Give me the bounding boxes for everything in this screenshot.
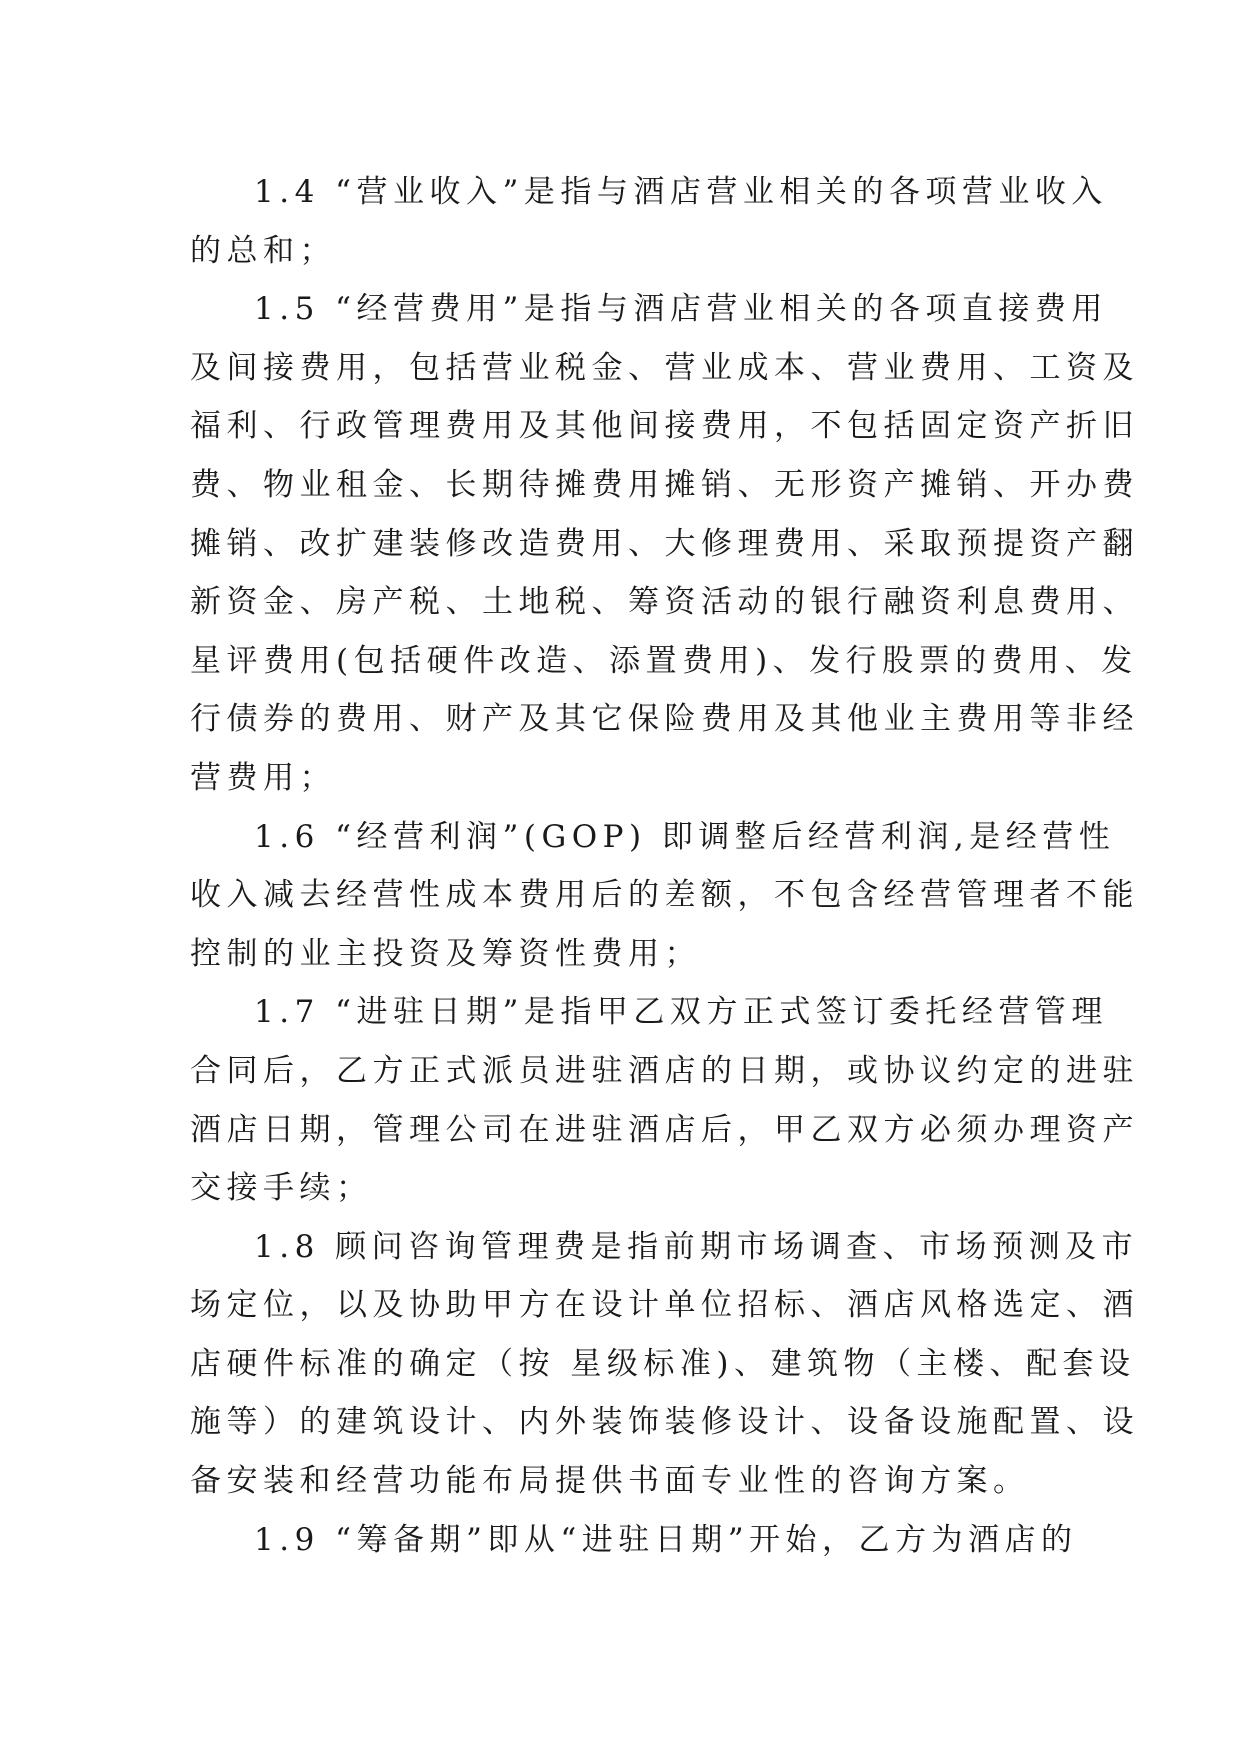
- text-line: 1.4 “营业收入”是指与酒店营业相关的各项营业收入: [254, 174, 1108, 210]
- text-line: 场定位，以及协助甲方在设计单位招标、酒店风格选定、酒: [190, 1287, 1139, 1324]
- text-line: 合同后，乙方正式派员进驻酒店的日期，或协议约定的进驻: [190, 1052, 1139, 1089]
- text-line: 1.9 “筹备期”即从“进驻日期”开始，乙方为酒店的: [254, 1521, 1078, 1558]
- text-line: 的总和；: [190, 232, 336, 269]
- text-line: 及间接费用，包括营业税金、营业成本、营业费用、工资及: [190, 349, 1139, 386]
- clause-1-8: [190, 1218, 1139, 1511]
- text-line: 酒店日期，管理公司在进驻酒店后，甲乙双方必须办理资产: [190, 1111, 1139, 1148]
- clause-1-9: [190, 1511, 1078, 1570]
- text-line: 施等）的建筑设计、内外装饰装修设计、设备设施配置、设: [190, 1404, 1139, 1441]
- clause-1-4: [190, 163, 1108, 280]
- text-line: 1.5 “经营费用”是指与酒店营业相关的各项直接费用: [254, 291, 1108, 328]
- text-line: 行债券的费用、财产及其它保险费用及其他业主费用等非经: [190, 701, 1139, 738]
- document-body: [190, 163, 1139, 1569]
- text-line: 备安装和经营功能布局提供书面专业性的咨询方案。: [190, 1463, 1030, 1500]
- text-line: 营费用；: [190, 759, 336, 796]
- text-line: 控制的业主投资及筹资性费用；: [190, 935, 701, 972]
- clause-1-5: [190, 280, 1139, 807]
- clause-1-6: [190, 808, 1139, 984]
- text-line: 收入减去经营性成本费用后的差额，不包含经营管理者不能: [190, 877, 1139, 914]
- text-line: 费、物业租金、长期待摊费用摊销、无形资产摊销、开办费: [190, 466, 1139, 503]
- text-line: 交接手续；: [190, 1170, 373, 1207]
- text-line: 福利、行政管理费用及其他间接费用，不包括固定资产折旧: [190, 408, 1139, 445]
- text-line: 1.6 “经营利润”(GOP) 即调整后经营利润,是经营性: [254, 818, 1116, 855]
- text-line: 1.7 “进驻日期”是指甲乙双方正式签订委托经营管理: [254, 994, 1108, 1031]
- text-line: 新资金、房产税、土地税、筹资活动的银行融资利息费用、: [190, 584, 1139, 621]
- text-line: 星评费用(包括硬件改造、添置费用)、发行股票的费用、发: [190, 642, 1138, 679]
- text-line: 1.8 顾问咨询管理费是指前期市场调查、市场预测及市: [254, 1228, 1139, 1265]
- text-line: 店硬件标准的确定（按 星级标准)、建筑物（主楼、配套设: [190, 1345, 1136, 1382]
- clause-1-7: [190, 983, 1139, 1217]
- text-line: 摊销、改扩建装修改造费用、大修理费用、采取预提资产翻: [190, 525, 1139, 562]
